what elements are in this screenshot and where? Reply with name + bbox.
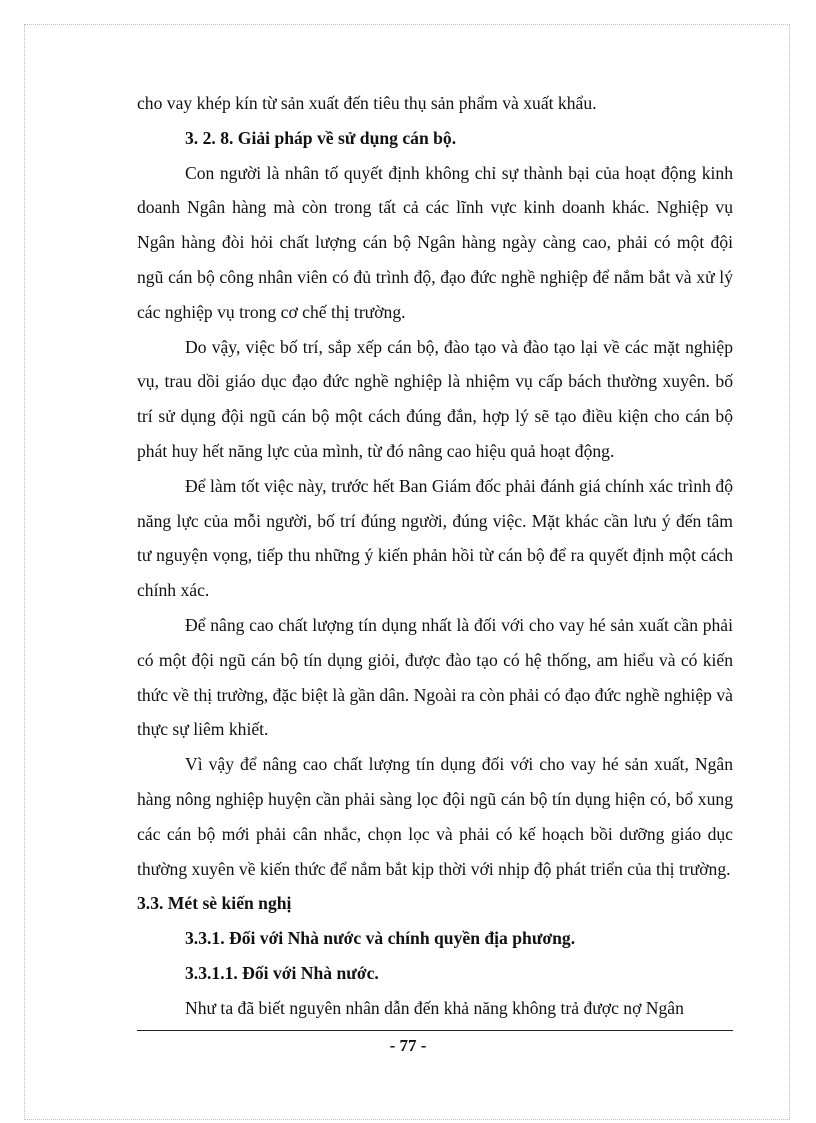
footer-rule bbox=[137, 1030, 733, 1031]
page-number: - 77 - bbox=[389, 1036, 427, 1055]
section-heading-3-3-1: 3.3.1. Đối với Nhà nước và chính quyền địa phương. bbox=[185, 928, 576, 949]
section-heading-3-2-8: 3. 2. 8. Giải pháp về sử dụng cán bộ. bbox=[185, 127, 457, 148]
document-body bbox=[137, 86, 733, 1026]
paragraph: Để nâng cao chất lượng tín dụng nhất là đối với cho vay hé sản xuất cần phải có một đội ngũ cán bộ tín dụng giỏi, được đào tạo có hệ thống, am hiểu và có kiến thức về thị trường, đặc biệt là gần dân. Ngoài ra còn phải có đạo đức nghề nghiệp và thực sự liêm khiết. bbox=[137, 614, 733, 740]
paragraph: Do vậy, việc bố trí, sắp xếp cán bộ, đào tạo và đào tạo lại về các mặt nghiệp vụ, trau dồi giáo dục đạo đức nghề nghiệp là nhiệm vụ cấp bách thường xuyên. bố trí sử dụng đội ngũ cán bộ một cách đúng đắn, hợp lý sẽ tạo điều kiện cho cán bộ phát huy hết năng lực của mình, từ đó nâng cao hiệu quả hoạt động. bbox=[137, 336, 733, 461]
paragraph: Vì vậy để nâng cao chất lượng tín dụng đối với cho vay hé sản xuất, Ngân hàng nông nghiệp huyện cần phải sàng lọc đội ngũ cán bộ tín dụng hiện có, bổ xung các cán bộ mới phải cân nhắc, chọn lọc và phải có kế hoạch bồi dưỡng giáo dục thường xuyên về kiến thức để nắm bắt kịp thời với nhịp độ phát triển của thị trường. bbox=[137, 754, 733, 879]
section-heading-3-3: 3.3. Mét sè kiến nghị bbox=[137, 893, 292, 914]
paragraph-continuation: cho vay khép kín từ sản xuất đến tiêu thụ sản phẩm và xuất khẩu. bbox=[137, 93, 597, 113]
section-heading-3-3-1-1: 3.3.1.1. Đối với Nhà nước. bbox=[185, 962, 379, 983]
paragraph: Như ta đã biết nguyên nhân dẫn đến khả năng không trả được nợ Ngân bbox=[185, 997, 684, 1018]
paragraph: Con người là nhân tố quyết định không chỉ sự thành bại của hoạt động kinh doanh Ngân hàng mà còn trong tất cả các lĩnh vực kinh doanh khác. Nghiệp vụ Ngân hàng đòi hỏi chất lượng cán bộ Ngân hàng ngày càng cao, phải có một đội ngũ cán bộ công nhân viên có đủ trình độ, đạo đức nghề nghiệp để nắm bắt và xử lý các nghiệp vụ trong cơ chế thị trường. bbox=[137, 162, 733, 322]
paragraph: Để làm tốt việc này, trước hết Ban Giám đốc phải đánh giá chính xác trình độ năng lực của mỗi người, bố trí đúng người, đúng việc. Mặt khác cần lưu ý đến tâm tư nguyện vọng, tiếp thu những ý kiến phản hồi từ cán bộ để ra quyết định một cách chính xác. bbox=[137, 475, 733, 601]
